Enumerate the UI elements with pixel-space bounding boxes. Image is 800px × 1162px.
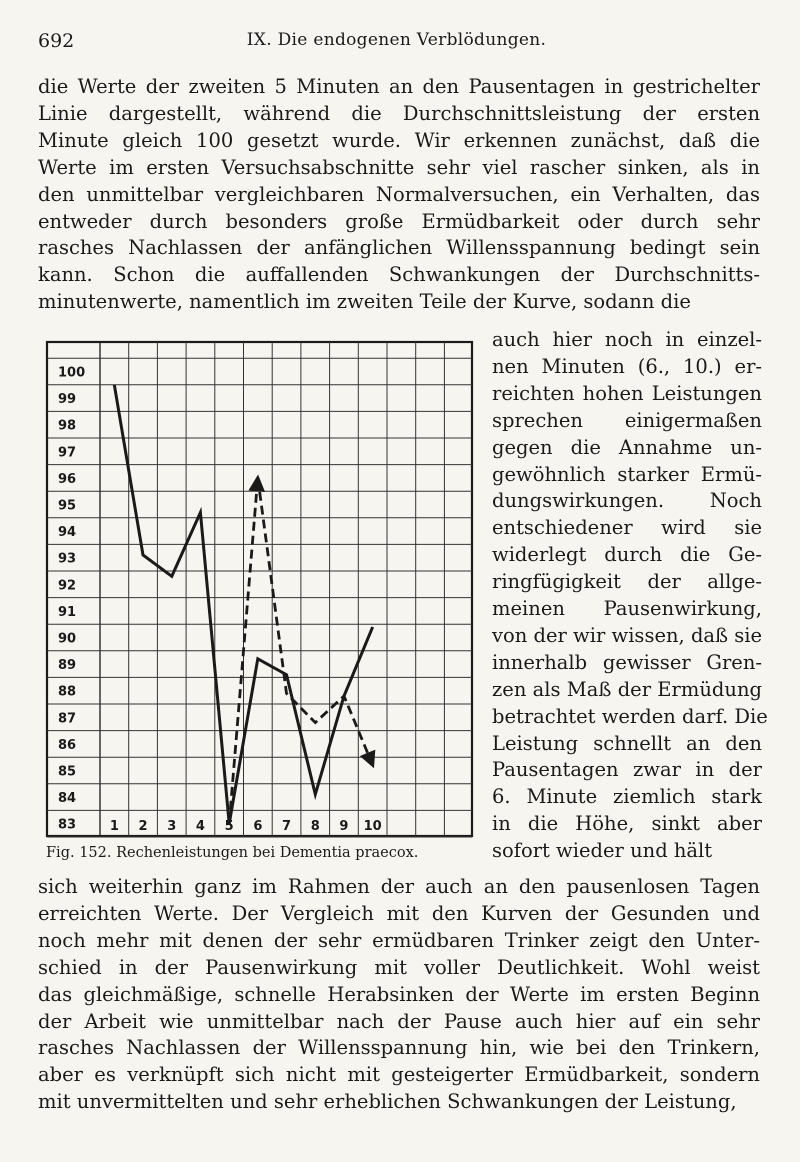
x-tick-label: 2	[138, 819, 148, 834]
text-line: den unmittelbar vergleichbaren Normalversuchen, ein Verhalten, das	[38, 182, 760, 206]
y-tick-labels	[58, 366, 85, 833]
y-tick-label: 83	[58, 817, 77, 833]
x-tick-label: 1	[109, 819, 119, 834]
x-tick-label: 4	[195, 819, 205, 834]
x-tick-label: 7	[282, 819, 292, 834]
y-tick-label: 88	[58, 684, 77, 700]
text-line: sich weiterhin ganz im Rahmen der auch an den pausenlosen Tagen	[38, 875, 760, 898]
y-tick-label: 89	[58, 658, 77, 674]
y-tick-label: 95	[58, 498, 77, 514]
y-tick-label: 90	[58, 631, 77, 647]
text-line: nen Minuten (6., 10.) er-	[492, 354, 762, 378]
text-line: entweder durch besonders große Ermüdbarkeit oder durch sehr	[38, 209, 760, 233]
text-line: minutenwerte, namentlich im zweiten Teile der Kurve, sodann die	[38, 290, 691, 314]
y-tick-label: 85	[58, 764, 77, 780]
x-tick-labels	[110, 819, 382, 834]
text-line: ringfügigkeit der allge-	[492, 570, 762, 594]
x-tick-label: 10	[363, 819, 382, 834]
chart-grid	[47, 342, 472, 841]
text-line: dungswirkungen. Noch	[492, 489, 762, 513]
running-title: IX. Die endogenen Verblödungen.	[246, 30, 547, 50]
text-line: erreichten Werte. Der Vergleich mit den Kurven der Gesunden und	[38, 901, 760, 925]
text-line: innerhalb gewisser Gren-	[492, 650, 762, 674]
text-line: betrachtet werden darf. Die	[492, 704, 768, 728]
y-tick-label: 86	[58, 737, 77, 753]
page-header	[38, 30, 755, 58]
text-line: aber es verknüpft sich nicht mit gesteigerter Ermüdbarkeit, sondern	[38, 1063, 760, 1087]
text-line: mit unvermittelten und sehr erheblichen Schwankungen der Leistung,	[38, 1090, 737, 1114]
text-line: die Werte der zweiten 5 Minuten an den Pausentagen in gestrichelter	[38, 75, 760, 98]
y-tick-label: 84	[58, 791, 77, 807]
text-line: Linie dargestellt, während die Durchschnittsleistung der ersten	[38, 101, 760, 125]
x-tick-label: 8	[310, 819, 320, 834]
series-line-dashed	[258, 478, 373, 765]
y-tick-label: 91	[58, 604, 77, 620]
text-line: gewöhnlich starker Ermü-	[492, 462, 762, 486]
chart-frame	[47, 342, 472, 836]
text-line: Leistung schnellt an den	[492, 731, 762, 755]
text-line: Minute gleich 100 gesetzt wurde. Wir erkennen zunächst, daß die	[38, 128, 760, 152]
text-line: noch mehr mit denen der sehr ermüdbaren Trinker zeigt den Unter-	[38, 928, 760, 952]
y-tick-label: 93	[58, 551, 77, 567]
text-line: Werte im ersten Versuchsabschnitte sehr viel rascher sinken, als in	[38, 155, 760, 179]
x-tick-label: 9	[339, 819, 349, 834]
y-tick-label: 100	[58, 365, 86, 381]
x-tick-label: 5	[224, 819, 234, 834]
text-line: zen als Maß der Ermüdung	[492, 677, 762, 701]
text-line: gegen die Annahme un-	[492, 435, 762, 459]
text-line: sprechen einigermaßen	[492, 408, 762, 432]
text-line: meinen Pausenwirkung,	[492, 597, 762, 620]
y-tick-label: 92	[58, 578, 77, 594]
y-tick-label: 97	[58, 445, 77, 461]
text-line: reichten hohen Leistungen	[492, 381, 762, 405]
x-tick-label: 3	[167, 819, 177, 834]
text-line: entschiedener wird sie	[492, 516, 762, 540]
text-line: schied in der Pausenwirkung mit voller Deutlichkeit. Wohl weist	[38, 955, 760, 979]
text-line: Pausentagen zwar in der	[492, 758, 762, 782]
page-number: 692	[38, 30, 75, 52]
text-line: von der wir wissen, daß sie	[492, 623, 763, 647]
y-tick-label: 99	[58, 392, 77, 408]
text-line: rasches Nachlassen der Willensspannung hin, wie bei den Trinkern,	[38, 1036, 760, 1060]
text-line: kann. Schon die auffallenden Schwankungen der Durchschnitts-	[38, 263, 760, 287]
x-tick-label: 6	[253, 819, 263, 834]
y-tick-label: 98	[58, 418, 77, 434]
text-line: rasches Nachlassen der anfänglichen Willensspannung bedingt sein	[38, 236, 760, 260]
y-tick-label: 94	[58, 525, 77, 541]
y-tick-label: 87	[58, 711, 77, 727]
y-tick-label: 96	[58, 471, 77, 487]
text-line: sofort wieder und hält	[492, 839, 713, 863]
text-line: widerlegt durch die Ge-	[492, 543, 762, 567]
figure-caption: Fig. 152. Rechenleistungen bei Dementia praecox.	[46, 845, 419, 861]
text-line: das gleichmäßige, schnelle Herabsinken der Werte im ersten Beginn	[38, 982, 760, 1006]
text-line: 6. Minute ziemlich stark	[492, 785, 762, 809]
text-line: auch hier noch in einzel-	[492, 328, 762, 351]
text-line: in die Höhe, sinkt aber	[492, 812, 762, 836]
text-line: der Arbeit wie unmittelbar nach der Pause auch hier auf ein sehr	[38, 1009, 760, 1033]
figure-chart	[38, 336, 478, 841]
